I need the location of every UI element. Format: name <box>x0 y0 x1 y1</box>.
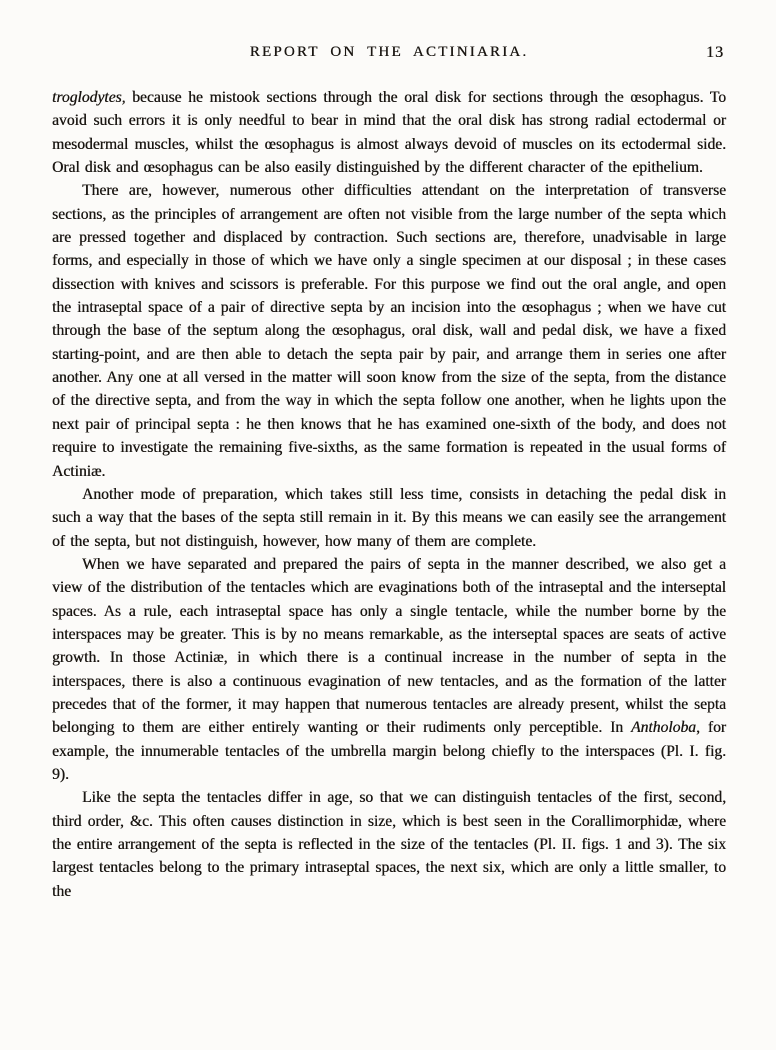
text-segment: There are, however, numerous other difficulties attendant on the interpretation of transverse sections, as the principles of arrangement are often not visible from the large number of the septa which are pressed together and displaced by contraction. Such sections are, therefore, unadvisable in large forms, and especially in those of which we have only a single specimen at our disposal ; in these cases dissection with knives and scissors is preferable. For this purpose we find out the oral angle, and open the intraseptal space of a pair of directive septa by an incision into the œsophagus ; when we have cut through the base of the septum along the œsophagus, oral disk, wall and pedal disk, we have a fixed starting-point, and are then able to detach the septa pair by pair, and arrange them in series one after another. Any one at all versed in the matter will soon know from the size of the septa, from the distance of the directive septa, and from the way in which the septa follow one another, when he lights upon the next pair of principal septa : he then knows that he has examined one-sixth of the body, and does not require to investigate the remaining five-sixths, as the same formation is repeated in the usual forms of Actiniæ. <box>52 182 726 480</box>
text-segment-italic: troglodytes, <box>52 89 126 106</box>
paragraph-5 <box>52 786 726 903</box>
page-number: 13 <box>706 44 724 61</box>
running-title: REPORT ON THE ACTINIARIA. <box>249 44 529 60</box>
paragraph-1 <box>52 86 726 179</box>
paragraph-4 <box>52 553 726 786</box>
text-segment-italic: Antholoba <box>631 719 696 737</box>
page-body <box>52 86 726 903</box>
paragraph-2 <box>52 179 726 482</box>
text-segment: Another mode of preparation, which takes still less time, consists in detaching the pedal disk in such a way that the bases of the septa still remain in it. By this means we can easily see the arrangement of the septa, but not distinguish, however, how many of them are complete. <box>52 485 726 550</box>
text-segment: because he mistook sections through the oral disk for sections through the œsophagus. To avoid such errors it is only needful to bear in mind that the oral disk has strong radial ectodermal or mesodermal muscles, whilst the œsophagus is almost always devoid of muscles on its ectodermal side. Oral disk and œsophagus can be also easily distinguished by the different character of the epithelium. <box>52 89 726 177</box>
text-segment: Like the septa the tentacles differ in age, so that we can distinguish tentacles of the first, second, third order, &c. This often causes distinction in size, which is best seen in the Corallimorphidæ, where the entire arrangement of the septa is reflected in the size of the tentacles (Pl. II. figs. 1 and 3). The six largest tentacles belong to the primary intraseptal spaces, the next six, which are only a little smaller, to the <box>52 789 726 900</box>
text-segment: When we have separated and prepared the pairs of septa in the manner described, we also get a view of the distribution of the tentacles which are evaginations both of the intraseptal and the interseptal spaces. As a rule, each intraseptal space has only a single tentacle, while the number borne by the interspaces may be greater. This is by no means remarkable, as the interseptal spaces are seats of active growth. In those Actiniæ, in which there is a continual increase in the number of septa in the interspaces, there is also a continuous evagination of new tentacles, and as the formation of the latter precedes that of the former, it may happen that numerous tentacles are already present, whilst the septa belonging to them are either entirely wanting or their rudiments only perceptible. In <box>52 555 726 737</box>
text-segment: , for example, the innumerable tentacles of the umbrella margin belong chiefly to the interspaces (Pl. I. fig. 9). <box>52 719 726 783</box>
paragraph-3 <box>52 483 726 553</box>
page-header <box>52 44 726 66</box>
